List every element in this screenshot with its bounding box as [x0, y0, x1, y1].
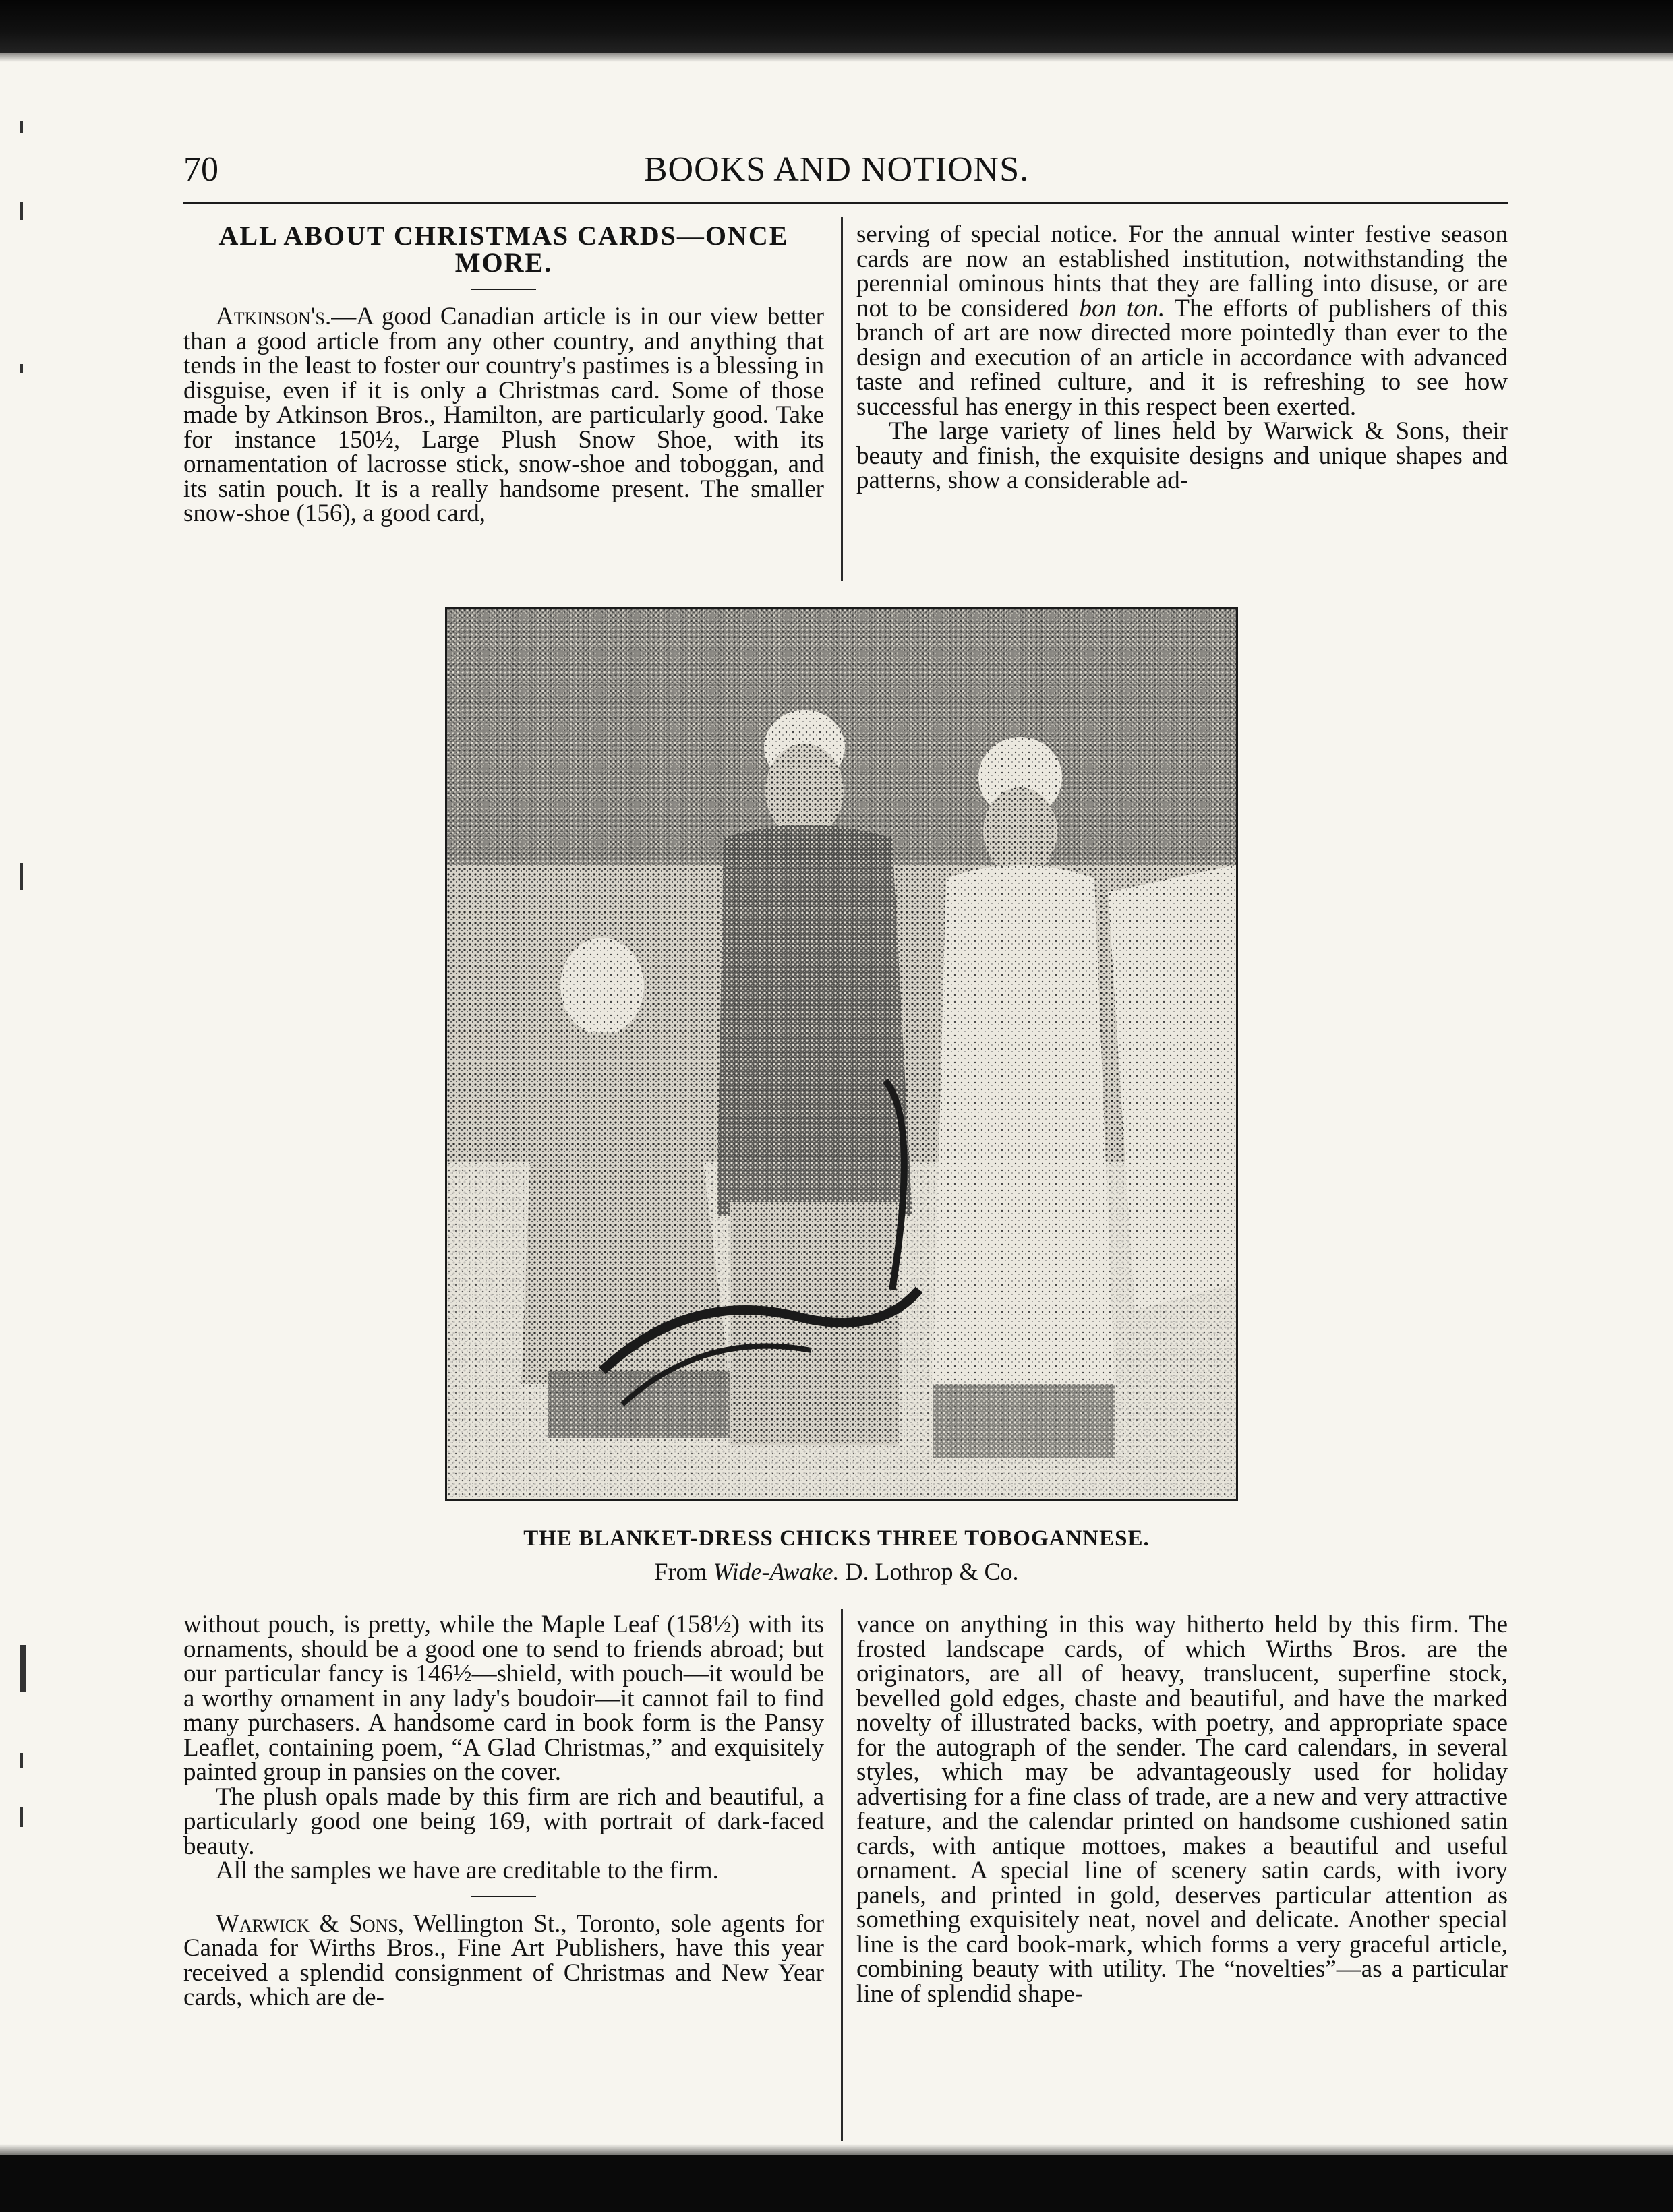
- credit-publisher: D. Lothrop & Co.: [839, 1558, 1019, 1585]
- notice-text-a: serving of special notice. For the annual winter festive season cards are now an established institution, notwithstanding the perennial ominous hints that they are falling into disuse, or are not to be considered: [856, 220, 1508, 322]
- title-rule: [471, 289, 536, 290]
- article-column-bottom-right: [856, 1613, 1508, 2006]
- notice-text-b: The efforts of publishers of this branch of art are now directed more pointedly than ever to the design and execution of an article in accordance with advanced taste and refined culture, and it is refreshing to see how successful has energy in this respect been exerted.: [856, 294, 1508, 421]
- scan-border-bottom: [0, 2155, 1673, 2212]
- warwick-lead: Warwick & Sons,: [216, 1909, 404, 1938]
- warwick-text: Wellington St., Toronto, sole agents for Canada for Wirths Bros., Fine Art Publishers, have this year received a splendid consignment of Christmas and New Year cards, which are de-: [183, 1909, 824, 2011]
- scan-margin-marks: [20, 81, 30, 2103]
- article-column-top-right: [856, 222, 1508, 494]
- atkinson-lead: Atkinson's.: [216, 303, 332, 330]
- page-number: 70: [183, 150, 218, 189]
- credit-prefix: From: [654, 1558, 713, 1585]
- notice-paragraph: [856, 222, 1508, 419]
- article-column-top-left: [183, 222, 824, 527]
- plush-opals-paragraph: The plush opals made by this firm are rich and beautiful, a particularly good one being 169, with portrait of dark-faced beauty.: [183, 1783, 824, 1860]
- warwick-variety-paragraph: The large variety of lines held by Warwick & Sons, their beauty and finish, the exquisite designs and unique shapes and patterns, show a considerable ad-: [856, 417, 1508, 494]
- warwick-paragraph: [183, 1909, 824, 2011]
- samples-paragraph: All the samples we have are creditable to the firm.: [216, 1857, 719, 1884]
- notice-italic: bon ton.: [1079, 294, 1165, 322]
- photograph-illustration: [447, 609, 1236, 1499]
- figure-caption: THE BLANKET-DRESS CHICKS THREE TOBOGANNESE.: [523, 1526, 1150, 1551]
- atkinson-text: —A good Canadian article is in our view better than a good article from any other country, and anything that tends in the least to foster our country's pastimes is a blessing in disguise, even if it is only a Christmas card. Some of those made by Atkinson Bros., Hamilton, are particularly good. Take for instance 150½, Large Plush Snow Shoe, with its ornamentation of lacrosse stick, snow-shoe and toboggan, and its satin pouch. It is a really handsome present. The smaller snow-shoe (156), a good card,: [183, 303, 824, 527]
- column-divider-bottom: [841, 1609, 843, 2141]
- column-divider-top: [841, 217, 843, 581]
- article-column-bottom-left: [183, 1613, 824, 2010]
- wirths-cards-paragraph: vance on anything in this way hitherto held by this firm. The frosted landscape cards, of which Wirths Bros. are the originators, are all of heavy, translucent, superfine stock, bevelled gold edges, chaste and beautiful, and have the marked novelty of illustrated backs, with poetry, and appropriate space for the autograph of the sender. The card calendars, in several styles, which may be advantageously used for holiday advertising for a fine class of trade, are a new and very attractive feature, and the calendar printed on handsome cushioned satin cards, with antique mottoes, makes a beautiful and useful ornament. A special line of scenery satin cards, with ivory panels, and printed in gold, deserves particular attention as something exquisitely neat, novel and delicate. Another special line is the card book-mark, which forms a very graceful article, combining beauty with utility. The “novelties”—as a particular line of splendid shape-: [856, 1611, 1508, 2008]
- figure-credit: [0, 1557, 1673, 1586]
- running-head: BOOKS AND NOTIONS.: [643, 150, 1030, 189]
- section-rule: [471, 1896, 536, 1897]
- atkinson-paragraph: [183, 305, 824, 527]
- header-rule: [183, 202, 1508, 204]
- article-title: ALL ABOUT CHRISTMAS CARDS—ONCE MORE.: [218, 220, 789, 278]
- credit-source: Wide-Awake.: [713, 1558, 840, 1585]
- photograph-three-children-toboggan: [445, 607, 1238, 1501]
- scan-border-top: [0, 0, 1673, 53]
- atkinson-cards-paragraph: without pouch, is pretty, while the Maple Leaf (158½) with its ornaments, should be a good one to send to friends abroad; but our particular fancy is 146½—shield, with pouch—it would be a worthy ornament in any lady's boudoir—it cannot fail to find many purchasers. A handsome card in book form is the Pansy Leaflet, containing poem, “A Glad Christmas,” and exquisitely painted group in pansies on the cover.: [183, 1611, 824, 1786]
